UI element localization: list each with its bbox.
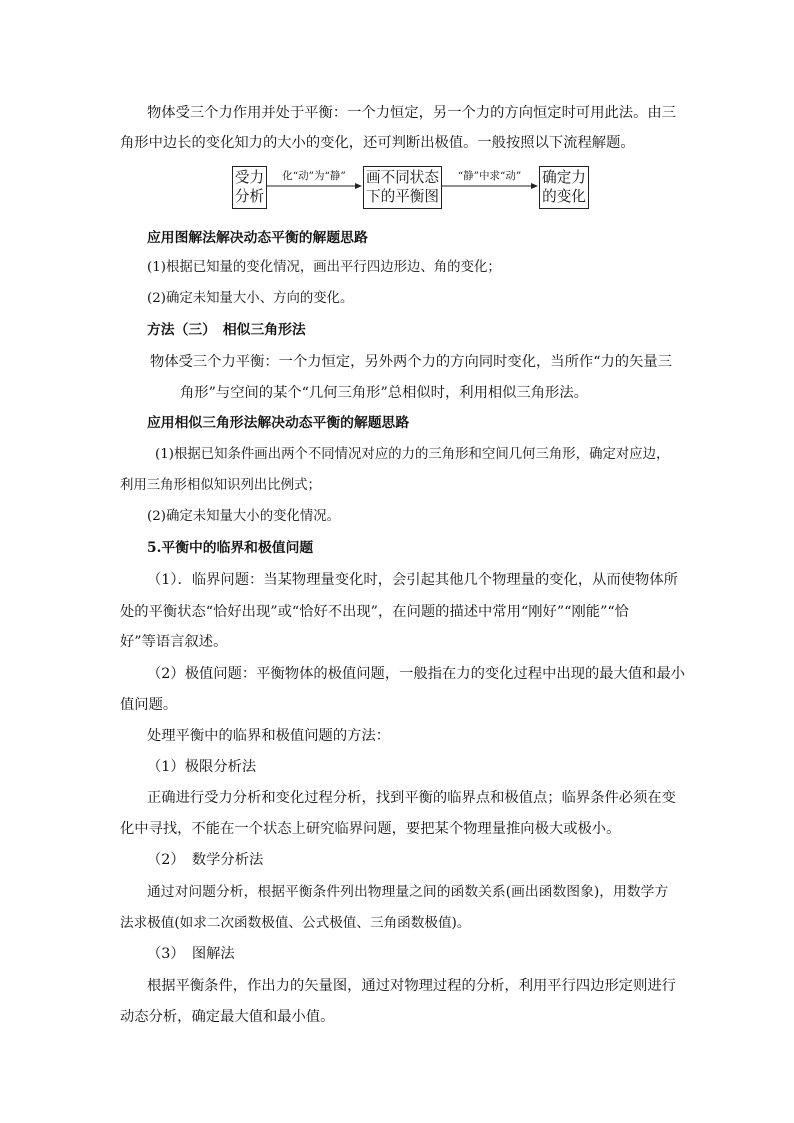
intro-line-2: 角形中边长的变化知力的大小的变化，还可判断出极值。一般按照以下流程解题。 xyxy=(120,135,635,151)
similar-triangle-step-1-line-2: 利用三角形相似知识列出比例式； xyxy=(120,478,321,493)
similar-triangle-step-2: (2)确定未知量大小的变化情况。 xyxy=(147,509,341,524)
section-5-title: 5.平衡中的临界和极值问题 xyxy=(147,540,314,556)
extreme-problem-line-1: （2）极值问题：平衡物体的极值问题，一般指在力的变化过程中出现的最大值和最小 xyxy=(147,666,686,682)
graphic-method-step-1: (1)根据已知量的变化情况，画出平行四边形边、角的变化； xyxy=(147,260,501,275)
graphic-method-step-2: (2)确定未知量大小、方向的变化。 xyxy=(147,291,354,306)
flowchart-step-force-analysis xyxy=(232,166,267,209)
critical-problem-line-2: 处的平衡状态“恰好出现”或“恰好不出现”，在问题的描述中常用“刚好”“刚能”“恰 xyxy=(120,604,629,620)
similar-triangle-step-1-line-1: (1)根据已知条件画出两个不同情况对应的力的三角形和空间几何三角形，确定对应边， xyxy=(155,447,670,462)
math-analysis-line-1: 通过对问题分析，根据平衡条件列出物理量之间的函数关系(画出函数图象)，用数学方 xyxy=(147,884,669,900)
extreme-problem-line-2: 值问题。 xyxy=(120,697,178,713)
method-3-desc-line-2: 角形”与空间的某个“几何三角形”总相似时，利用相似三角形法。 xyxy=(180,385,588,401)
critical-problem-line-1: （1）．临界问题：当某物理量变化时，会引起其他几个物理量的变化，从而使物体所 xyxy=(147,572,678,588)
flowchart-step-3-line-1: 确定力 xyxy=(542,169,586,186)
limit-analysis-title: （1）极限分析法 xyxy=(147,759,257,775)
math-analysis-line-2: 法求极值(如求二次函数极值、公式极值、三角函数极值)。 xyxy=(120,915,471,931)
limit-analysis-line-2: 化中寻找，不能在一个状态上研究临界问题，要把某个物理量推向极大或极小。 xyxy=(120,821,621,837)
critical-problem-line-3: 好”等语言叙述。 xyxy=(120,634,228,650)
similar-triangle-heading: 应用相似三角形法解决动态平衡的解题思路 xyxy=(147,415,410,431)
flowchart-arrows xyxy=(0,0,794,260)
limit-analysis-line-1: 正确进行受力分析和变化过程分析，找到平衡的临界点和极值点；临界条件必须在变 xyxy=(147,790,676,806)
intro-line-1: 物体受三个力作用并处于平衡：一个力恒定，另一个力的方向恒定时可用此法。由三 xyxy=(147,105,676,121)
flowchart-step-equilibrium-diagrams xyxy=(363,166,442,209)
flowchart-arrowhead-1 xyxy=(355,183,362,189)
graphic-method-heading: 应用图解法解决动态平衡的解题思路 xyxy=(147,230,368,246)
flowchart-step-2-line-2: 下的平衡图 xyxy=(366,188,439,205)
flowchart-arrow-2-label: “静”中求“动” xyxy=(457,170,522,182)
flowchart-arrow-1-label: 化“动”为“静” xyxy=(282,170,346,182)
flowchart-step-determine-change xyxy=(539,166,589,209)
method-3-desc-line-1: 物体受三个力平衡：一个力恒定，另外两个力的方向同时变化，当所作“力的矢量三 xyxy=(150,354,672,370)
graphic-analysis-title: （3） 图解法 xyxy=(147,946,235,962)
math-analysis-title: （2） 数学分析法 xyxy=(147,852,264,868)
method-3-title: 方法（三） 相似三角形法 xyxy=(147,322,306,338)
flowchart-arrowhead-2 xyxy=(531,183,538,189)
graphic-analysis-line-2: 动态分析，确定最大值和最小值。 xyxy=(120,1009,335,1025)
flowchart-step-1-line-2: 分析 xyxy=(234,188,265,205)
flowchart-step-3-line-2: 的变化 xyxy=(542,188,586,205)
graphic-analysis-line-1: 根据平衡条件，作出力的矢量图，通过对物理过程的分析，利用平行四边形定则进行 xyxy=(147,978,676,994)
flowchart-step-2-line-1: 画不同状态 xyxy=(366,169,439,186)
flowchart-step-1-line-1: 受力 xyxy=(234,169,265,186)
methods-heading: 处理平衡中的临界和极值问题的方法： xyxy=(147,728,391,744)
